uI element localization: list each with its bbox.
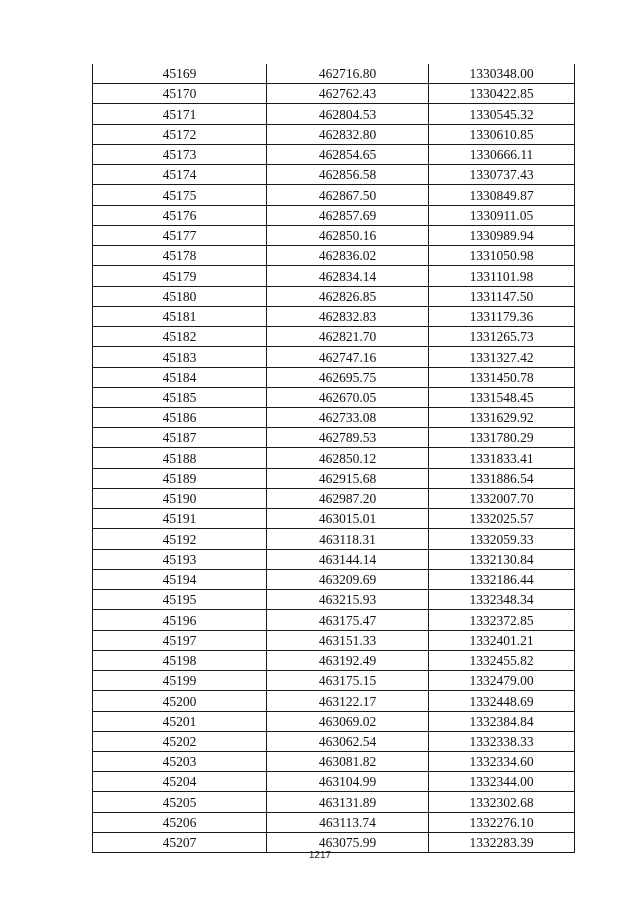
table-body [93,64,575,853]
y-coordinate-cell: 1330989.94 [429,225,575,245]
x-coordinate-cell: 462695.75 [267,367,429,387]
table-row [93,84,575,104]
y-coordinate-cell: 1332283.39 [429,832,575,852]
x-coordinate-cell: 462670.05 [267,387,429,407]
table-row [93,610,575,630]
y-coordinate-cell: 1330348.00 [429,64,575,84]
point-number-cell: 45190 [93,488,267,508]
y-coordinate-cell: 1332448.69 [429,691,575,711]
point-number-cell: 45205 [93,792,267,812]
table-row [93,691,575,711]
y-coordinate-cell: 1332007.70 [429,488,575,508]
y-coordinate-cell: 1331450.78 [429,367,575,387]
table-row [93,266,575,286]
y-coordinate-cell: 1331147.50 [429,286,575,306]
x-coordinate-cell: 463104.99 [267,772,429,792]
table-row [93,488,575,508]
y-coordinate-cell: 1332130.84 [429,549,575,569]
point-number-cell: 45203 [93,751,267,771]
table-row [93,731,575,751]
table-row [93,812,575,832]
y-coordinate-cell: 1332302.68 [429,792,575,812]
x-coordinate-cell: 463175.15 [267,671,429,691]
x-coordinate-cell: 462850.16 [267,225,429,245]
y-coordinate-cell: 1331629.92 [429,407,575,427]
y-coordinate-cell: 1332401.21 [429,630,575,650]
table-row [93,246,575,266]
table-row [93,751,575,771]
x-coordinate-cell: 463075.99 [267,832,429,852]
table-row [93,347,575,367]
y-coordinate-cell: 1332334.60 [429,751,575,771]
point-number-cell: 45204 [93,772,267,792]
x-coordinate-cell: 462821.70 [267,327,429,347]
y-coordinate-cell: 1332348.34 [429,590,575,610]
x-coordinate-cell: 462733.08 [267,407,429,427]
table-row [93,569,575,589]
x-coordinate-cell: 462789.53 [267,428,429,448]
point-number-cell: 45207 [93,832,267,852]
y-coordinate-cell: 1330610.85 [429,124,575,144]
y-coordinate-cell: 1332455.82 [429,650,575,670]
point-number-cell: 45196 [93,610,267,630]
table-row [93,367,575,387]
x-coordinate-cell: 463015.01 [267,509,429,529]
point-number-cell: 45183 [93,347,267,367]
x-coordinate-cell: 462836.02 [267,246,429,266]
point-number-cell: 45202 [93,731,267,751]
y-coordinate-cell: 1330545.32 [429,104,575,124]
table-row [93,428,575,448]
x-coordinate-cell: 462987.20 [267,488,429,508]
table-row [93,104,575,124]
point-number-cell: 45184 [93,367,267,387]
point-number-cell: 45201 [93,711,267,731]
x-coordinate-cell: 462857.69 [267,205,429,225]
table-row [93,549,575,569]
x-coordinate-cell: 462854.65 [267,144,429,164]
y-coordinate-cell: 1331101.98 [429,266,575,286]
table-row [93,327,575,347]
table-row [93,165,575,185]
point-number-cell: 45177 [93,225,267,245]
table-row [93,509,575,529]
point-number-cell: 45170 [93,84,267,104]
point-number-cell: 45187 [93,428,267,448]
x-coordinate-cell: 463209.69 [267,569,429,589]
x-coordinate-cell: 462716.80 [267,64,429,84]
x-coordinate-cell: 463118.31 [267,529,429,549]
x-coordinate-cell: 462747.16 [267,347,429,367]
x-coordinate-cell: 462832.80 [267,124,429,144]
y-coordinate-cell: 1331780.29 [429,428,575,448]
point-number-cell: 45188 [93,448,267,468]
point-number-cell: 45192 [93,529,267,549]
y-coordinate-cell: 1330849.87 [429,185,575,205]
table-row [93,772,575,792]
y-coordinate-cell: 1330422.85 [429,84,575,104]
point-number-cell: 45181 [93,306,267,326]
point-number-cell: 45175 [93,185,267,205]
point-number-cell: 45173 [93,144,267,164]
y-coordinate-cell: 1332372.85 [429,610,575,630]
y-coordinate-cell: 1332344.00 [429,772,575,792]
point-number-cell: 45169 [93,64,267,84]
point-number-cell: 45176 [93,205,267,225]
point-number-cell: 45179 [93,266,267,286]
point-number-cell: 45182 [93,327,267,347]
table-row [93,711,575,731]
table-row [93,306,575,326]
table-row [93,387,575,407]
point-number-cell: 45191 [93,509,267,529]
point-number-cell: 45194 [93,569,267,589]
table-row [93,590,575,610]
x-coordinate-cell: 463151.33 [267,630,429,650]
point-number-cell: 45199 [93,671,267,691]
x-coordinate-cell: 463215.93 [267,590,429,610]
y-coordinate-cell: 1331833.41 [429,448,575,468]
table-row [93,448,575,468]
y-coordinate-cell: 1331265.73 [429,327,575,347]
point-number-cell: 45186 [93,407,267,427]
x-coordinate-cell: 462762.43 [267,84,429,104]
x-coordinate-cell: 463069.02 [267,711,429,731]
table-row [93,671,575,691]
x-coordinate-cell: 462915.68 [267,468,429,488]
x-coordinate-cell: 462867.50 [267,185,429,205]
point-number-cell: 45195 [93,590,267,610]
table-row [93,630,575,650]
point-number-cell: 45171 [93,104,267,124]
point-number-cell: 45193 [93,549,267,569]
y-coordinate-cell: 1332479.00 [429,671,575,691]
x-coordinate-cell: 463175.47 [267,610,429,630]
y-coordinate-cell: 1330666.11 [429,144,575,164]
table-row [93,64,575,84]
table-row [93,205,575,225]
point-number-cell: 45180 [93,286,267,306]
x-coordinate-cell: 462832.83 [267,306,429,326]
page-number: 1217 [308,850,332,861]
table-row [93,286,575,306]
y-coordinate-cell: 1331327.42 [429,347,575,367]
table-row [93,144,575,164]
table-row [93,529,575,549]
point-number-cell: 45200 [93,691,267,711]
y-coordinate-cell: 1330911.05 [429,205,575,225]
point-number-cell: 45189 [93,468,267,488]
y-coordinate-cell: 1330737.43 [429,165,575,185]
x-coordinate-cell: 463192.49 [267,650,429,670]
table-row [93,124,575,144]
coordinate-table [92,64,575,853]
x-coordinate-cell: 463081.82 [267,751,429,771]
y-coordinate-cell: 1331548.45 [429,387,575,407]
point-number-cell: 45172 [93,124,267,144]
point-number-cell: 45206 [93,812,267,832]
table-row [93,650,575,670]
y-coordinate-cell: 1331050.98 [429,246,575,266]
x-coordinate-cell: 462850.12 [267,448,429,468]
table-row [93,185,575,205]
point-number-cell: 45178 [93,246,267,266]
y-coordinate-cell: 1332276.10 [429,812,575,832]
y-coordinate-cell: 1332025.57 [429,509,575,529]
x-coordinate-cell: 463113.74 [267,812,429,832]
point-number-cell: 45197 [93,630,267,650]
y-coordinate-cell: 1332186.44 [429,569,575,589]
y-coordinate-cell: 1332384.84 [429,711,575,731]
x-coordinate-cell: 462856.58 [267,165,429,185]
y-coordinate-cell: 1332338.33 [429,731,575,751]
x-coordinate-cell: 462804.53 [267,104,429,124]
table-row [93,792,575,812]
table-row [93,225,575,245]
x-coordinate-cell: 462826.85 [267,286,429,306]
x-coordinate-cell: 463144.14 [267,549,429,569]
y-coordinate-cell: 1332059.33 [429,529,575,549]
x-coordinate-cell: 462834.14 [267,266,429,286]
y-coordinate-cell: 1331886.54 [429,468,575,488]
table-row [93,468,575,488]
x-coordinate-cell: 463062.54 [267,731,429,751]
point-number-cell: 45198 [93,650,267,670]
x-coordinate-cell: 463122.17 [267,691,429,711]
y-coordinate-cell: 1331179.36 [429,306,575,326]
x-coordinate-cell: 463131.89 [267,792,429,812]
point-number-cell: 45185 [93,387,267,407]
point-number-cell: 45174 [93,165,267,185]
table-row [93,407,575,427]
